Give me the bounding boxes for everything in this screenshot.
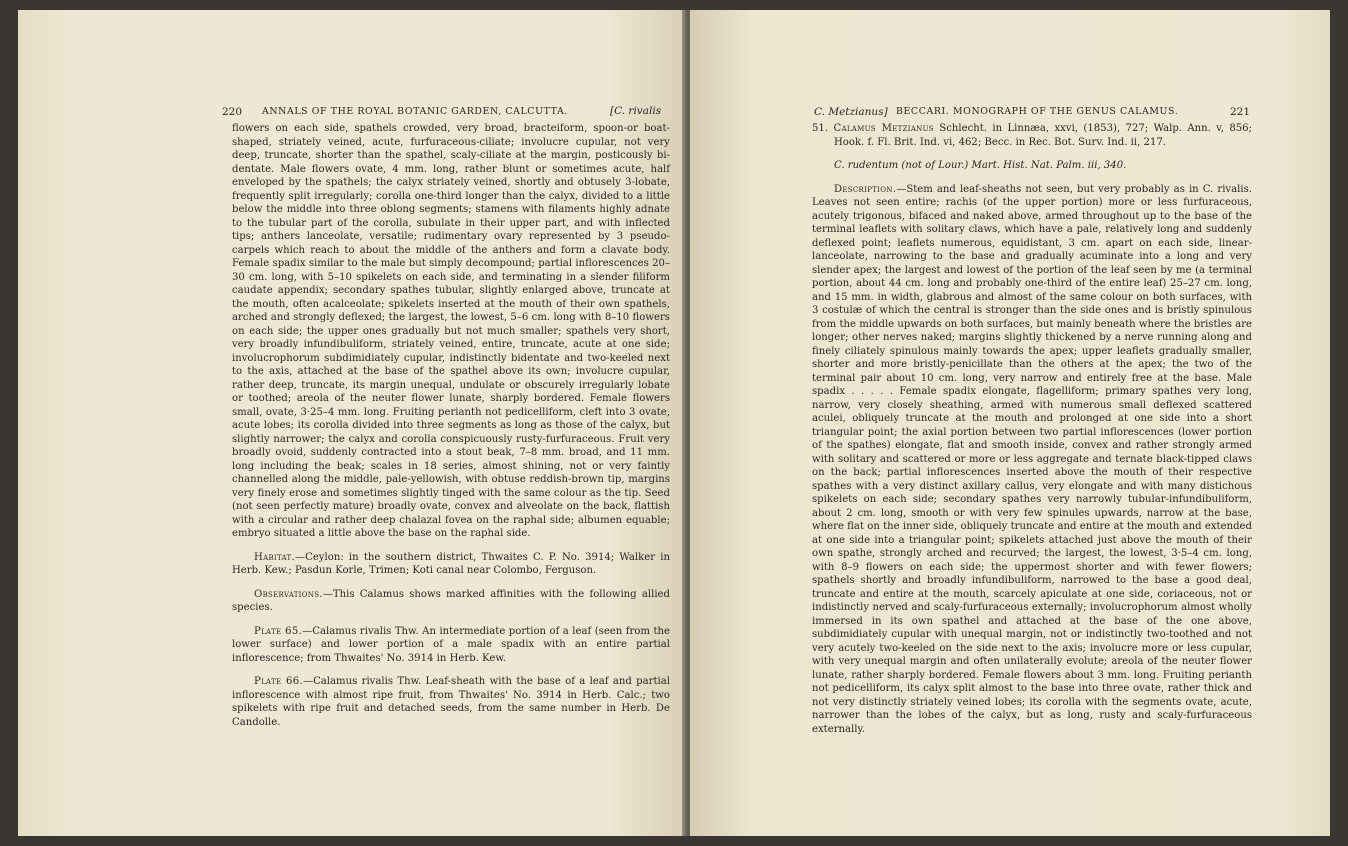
synonym-line bbox=[812, 159, 1252, 173]
plate-66-text: —Calamus rivalis Thw. Leaf-sheath with the base of a leaf and partial inflorescence with almost ripe fruit, from Thwaites' No. 3914 in Herb. Calc.; two spikelets with ripe fruit and detached seeds, from the same number in Herb. De Candolle. bbox=[232, 676, 670, 728]
right-page-number: 221 bbox=[1230, 106, 1251, 118]
plate-65-text: —Calamus rivalis Thw. An intermediate portion of a leaf (seen from the lower surface) and lower portion of a male spadix with an entire partial inflorescence; from Thwaites' No. 3914 in Herb. Kew. bbox=[232, 625, 670, 664]
left-species-tag: [C. rivalis bbox=[610, 105, 662, 117]
right-running-title: BECCARI. MONOGRAPH OF THE GENUS CALAMUS. bbox=[896, 106, 1179, 117]
plate-66-label: Plate 66. bbox=[254, 676, 303, 687]
right-page-body bbox=[812, 122, 1252, 736]
species-name: Calamus Metzianus bbox=[833, 123, 934, 134]
right-description-paragraph bbox=[812, 183, 1252, 737]
left-description: flowers on each side, spathels crowded, very broad, bracteiform, spoon-or boat-shaped, striately veined, acute, furfuraceous-ciliate; involucre cupular, not very deep, truncate, shorter than the spathel, scaly-ciliate at the margin, posticously bi-dentate. Male flowers ovate, 4 mm. long, rather blunt or sometimes acute, half enveloped by the spathels; the calyx striately veined, shortly and obtusely 3-lobate, frequently split irregularly; corolla one-third longer than the calyx, divided to a little below the middle into three oblong segments; stamens with filaments highly adnate to the tubular part of the corolla, subulate in their upper part, and with inflected tips; anthers lanceolate, versatile; rudimentary ovary represented by 3 pseudo-carpels which reach to about the middle of the anthers and form a clavate body. Female spadix similar to the male but simply decompound; partial inflorescences 20–30 cm. long, with 5–10 spikelets on each side, and terminating in a slender filiform caudate appendix; secondary spathes tubular, slightly enlarged above, truncate at the mouth, often acalceolate; spikelets inserted at the mouth of their own spathels, arched and strongly deflexed; the largest, the lowest, 5–6 cm. long with 8–10 flowers on each side; the upper ones gradually but not much smaller; spathels very short, very broadly infundibuliform, striately veined, entire, truncate, acute at one side; involucrophorum subdimidiately cupular, indistinctly bidentate and two-keeled next to the axis, attached at the base of the spathel above its own; involucre cupular, rather deep, truncate, its margin unequal, undulate or obscurely irregularly lobate or toothed; areola of the neuter flower lunate, sharply bordered. Female flowers small, ovate, 3·25–4 mm. long. Fruiting perianth not pedicelliform, cleft into 3 ovate, acute lobes; its corolla divided into three segments as long as those of the calyx, but slightly narrower; the calyx and corolla conspicuously rusty-furfuraceous. Fruit very broadly ovoid, suddenly contracted into a stout beak, 7–8 mm. broad, and 11 mm. long including the beak; scales in 18 series, almost shining, not or very faintly channelled along the middle, pale-yellowish, with obtuse reddish-brown tip, margins very finely erose and sometimes slightly tinged with the same colour as the tip. Seed (not seen perfectly mature) broadly ovate, convex and alveolate on the back, flattish with a circular and rather deep chalazal fovea on the raphal side; albumen equable; embryo situated a little above the base on the raphal side. bbox=[232, 123, 670, 539]
plate-65-label: Plate 65. bbox=[254, 625, 303, 637]
observations-paragraph bbox=[232, 588, 670, 615]
habitat-label: Habitat. bbox=[254, 551, 296, 563]
plate-65-paragraph bbox=[232, 625, 670, 666]
description-label: Description. bbox=[834, 183, 897, 195]
left-page-number: 220 bbox=[222, 106, 243, 118]
plate-66-paragraph bbox=[232, 675, 670, 729]
right-description-text: —Stem and leaf-sheaths not seen, but very probably as in C. rivalis. Leaves not seen entire; rachis (of the upper portion) more or less furfuraceous, acutely trigonous, bifaced and naked above, armed throughout up to the base of the terminal leaflets with solitary claws, which have a pale, relatively long and suddenly deflexed point; leaflets numerous, equidistant, 3 cm. apart on each side, linear-lanceolate, narrowing to the base and gradually acuminate into a long and very slender apex; the largest and lowest of the portion of the leaf seen by me (a terminal portion, about 44 cm. long and probably one-third of the entire leaf) 25–27 cm. long, and 15 mm. in width, glabrous and almost of the same colour on both surfaces, with 3 costulæ of which the central is stronger than the side ones and is bristly spinulous from the middle upwards on both surfaces, but mainly beneath where the bristles are longer; other nerves naked; margins slightly thickened by a nerve running along and finely ciliately spinulous mainly towards the apex; upper leaflets gradually smaller, shorter and more bristly-penicillate than the others at the apex; the two of the terminal pair about 10 cm. long, very narrow and entirely free at the base. Male spadix . . . . . Female spadix elongate, flagelliform; primary spathes very long, narrow, very closely sheathing, armed with numerous small deflexed scattered aculei, obliquely truncate at the mouth and prolonged at one side into a short triangular point; the axial portion between two partial inflorescences (lower portion of the spathes) elongate, flat and smooth inside, convex and rather strongly armed with solitary and scattered or more or less aggregate and ternate black-tipped claws on the back; partial inflorescences inserted above the mouth of their respective spathes with a very distinct axillary callus, very elongate and with many distichous spikelets on each side; secondary spathes very narrowly tubular-infundibuliform, about 2 cm. long, smooth or with very few spinules upwards, narrow at the base, where flat on the inner side, obliquely truncate and entire at the mouth and extended at one side into a triangular point; spikelets attached just above the mouth of their own spathe, strongly arched and recurved; the largest, the lowest, 3·5–4 cm. long, with 8–9 flowers on each side; the uppermost shorter and with fewer flowers; spathels shortly and broadly infundibuliform, narrowed to the base a good deal, truncate and entire at the mouth, scarcely apiculate at one side, coriaceous, not or indistinctly nerved and scaly-furfuraceous externally; involucrophorum almost wholly immersed in its own spathel and attached at the base of the one above, subdimidiately cupular with unequal margin, not or indistinctly two-toothed and not very acutely two-keeled on the side next to the axis; involucre more or less cupular, with very unequal margin and often unilaterally evolute; areola of the neuter flower lunate, rather sharply bordered. Female flowers about 3 mm. long. Fruiting perianth not pedicelliform, its calyx split almost to the base into three ovate, rather thick and not very distinctly striately veined lobes; its corolla with the segments ovate, acute, narrower than the lobes of the calyx, but as long, rusty and scaly-furfuraceous externally. bbox=[812, 183, 1252, 735]
observations-text: —This Calamus shows marked affinities with the following allied species. bbox=[232, 588, 670, 613]
right-species-tag: C. Metzianus] bbox=[814, 106, 888, 118]
species-citation: Schlecht. in Linnæa, xxvi, (1853), 727; Walp. Ann. v, 856; Hook. f. Fl. Brit. Ind. vi, 462; Becc. in Rec. Bot. Surv. Ind. ii, 217. bbox=[834, 123, 1253, 148]
left-running-title: ANNALS OF THE ROYAL BOTANIC GARDEN, CALCUTTA. bbox=[262, 106, 568, 117]
habitat-paragraph bbox=[232, 551, 670, 578]
habitat-text: —Ceylon: in the southern district, Thwaites C. P. No. 3914; Walker in Herb. Kew.; Pasdun Korle, Trimen; Koti canal near Colombo, Ferguson. bbox=[232, 551, 670, 576]
left-page-body bbox=[232, 122, 670, 729]
species-heading bbox=[812, 122, 1252, 149]
synonym-text: C. rudentum (not of Lour.) Mart. Hist. Nat. Palm. iii, 340. bbox=[834, 160, 1127, 171]
observations-label: Observations. bbox=[254, 588, 323, 600]
species-number: 51. bbox=[812, 123, 829, 134]
